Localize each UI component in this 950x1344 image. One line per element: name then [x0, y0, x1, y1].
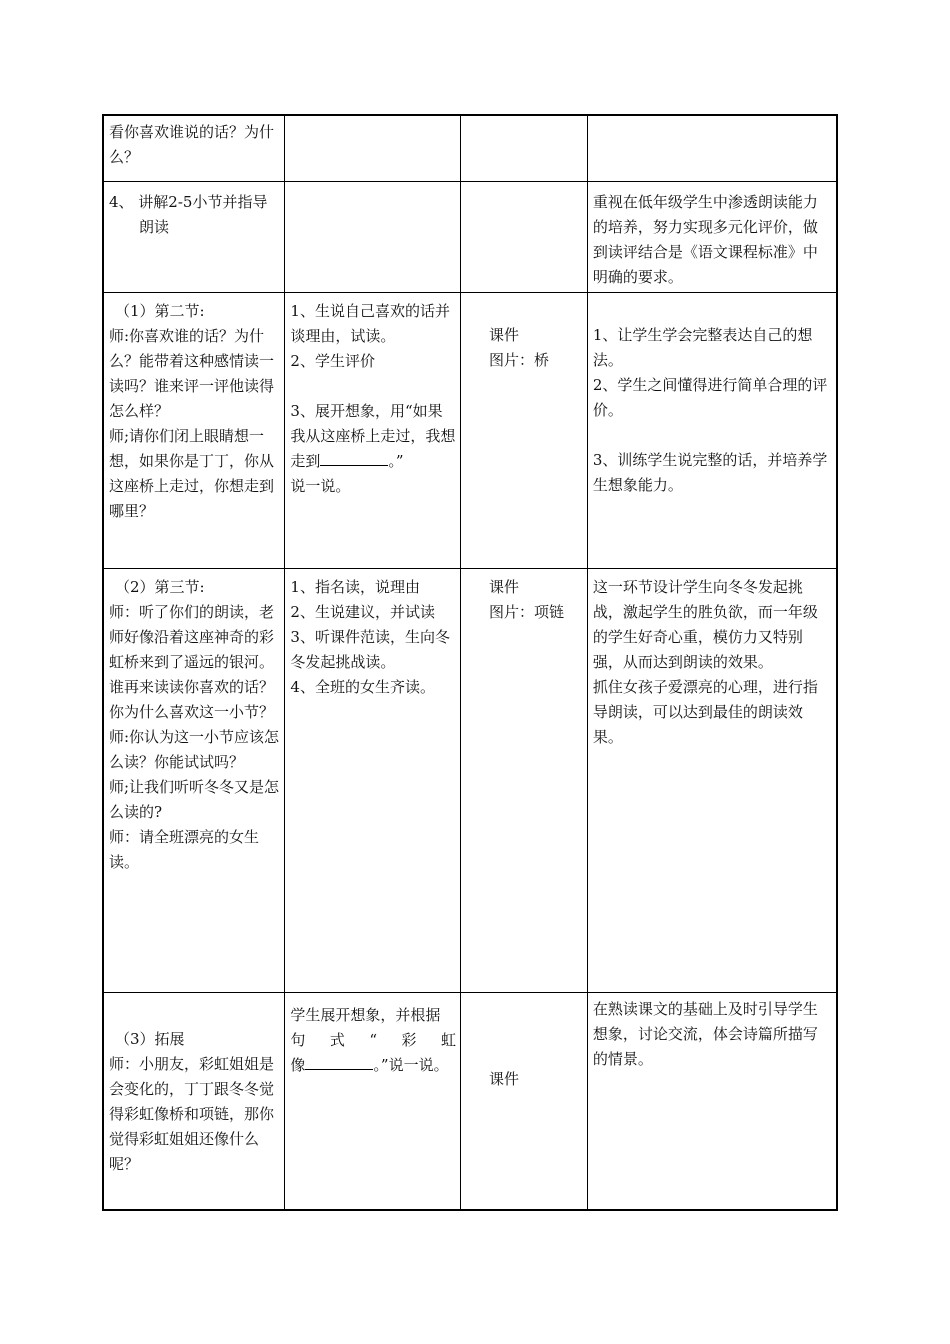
cell-text: （2）第三节:: [115, 577, 205, 596]
spacer: [593, 423, 832, 448]
cell-text: （1）第二节:: [115, 301, 205, 320]
fill-in-sentence: [290, 399, 456, 474]
fill-blank: [320, 449, 388, 466]
media-cell: [460, 181, 587, 292]
cell-text: 。”: [388, 451, 404, 470]
table-row: [103, 181, 837, 292]
design-intent-cell: [587, 568, 837, 992]
cell-text: 3、训练学生说完整的话，并培养学生想象能力。: [592, 450, 828, 494]
cell-text: 师;请你们闭上眼睛想一想，如果你是丁丁，你从这座桥上走过，你想走到哪里？: [109, 426, 275, 520]
cell-text: 3、听课件范读，生向冬冬发起挑战读。: [290, 627, 450, 671]
cell-text: 师;让我们听听冬冬又是怎么读的?: [109, 777, 280, 821]
cell-text: 句式“彩虹: [290, 1030, 456, 1049]
cell-text: 1、生说自己喜欢的话并谈理由，试读。: [290, 301, 450, 345]
media-cell: [460, 115, 587, 181]
design-intent-cell: [587, 992, 837, 1210]
table-row: [103, 115, 837, 181]
table-row: [103, 568, 837, 992]
student-activity-cell: [285, 292, 461, 568]
teacher-activity-cell: [103, 181, 285, 292]
cell-text: 师：小朋友，彩虹姐姐是会变化的，丁丁跟冬冬觉得彩虹像桥和项链，那你觉得彩虹姐姐还像什么呢？: [109, 1054, 275, 1173]
cell-text: 看你喜欢谁说的话？为什么？: [109, 123, 275, 166]
student-activity-cell: [285, 992, 461, 1210]
cell-text: 师：请全班漂亮的女生读。: [109, 827, 260, 871]
teacher-activity-cell: [103, 568, 285, 992]
cell-text: 图片：项链: [488, 602, 564, 621]
design-intent-cell: [587, 115, 837, 181]
cell-text: 朗读: [139, 217, 170, 236]
table-row: [103, 292, 837, 568]
teacher-activity-cell: [103, 292, 285, 568]
teacher-activity-cell: [103, 115, 285, 181]
cell-text: 课件: [488, 577, 519, 596]
media-cell: [460, 568, 587, 992]
cell-text: 2、学生之间懂得进行简单合理的评价。: [592, 375, 828, 419]
cell-text: 图片：桥: [488, 350, 549, 369]
fill-blank: [305, 1053, 373, 1070]
cell-text: 师:你喜欢谁的话？为什么？能带着这种感情读一读吗？谁来评一评他读得怎么样？: [109, 326, 275, 420]
cell-text: 抓住女孩子爱漂亮的心理，进行指导朗读，可以达到最佳的朗读效果。: [592, 677, 818, 746]
student-activity-cell: [285, 115, 461, 181]
cell-text: 重视在低年级学生中渗透朗读能力的培养，努力实现多元化评价，做到读评结合是《语文课程标准》中明确的要求。: [592, 192, 818, 286]
fill-in-sentence: [290, 1053, 456, 1078]
cell-text: 师:你认为这一小节应该怎么读？你能试试吗？: [109, 727, 280, 771]
cell-text: 在熟读课文的基础上及时引导学生想象，讨论交流，体会诗篇所描写的情景。: [592, 999, 818, 1068]
media-cell: [460, 292, 587, 568]
cell-text: 1、指名读，说理由: [290, 577, 420, 596]
table-row: [103, 992, 837, 1210]
teacher-activity-cell: [103, 992, 285, 1210]
student-activity-cell: [285, 568, 461, 992]
cell-text: 2、学生评价: [290, 351, 375, 370]
cell-text: 课件: [488, 325, 519, 344]
design-intent-cell: [587, 292, 837, 568]
cell-text: 4、 讲解2-5小节并指导: [109, 192, 268, 211]
spacer: [290, 374, 456, 399]
cell-text: 4、全班的女生齐读。: [290, 677, 435, 696]
media-cell: [460, 992, 587, 1210]
cell-text: 2、生说建议，并试读: [290, 602, 435, 621]
cell-text: 这一环节设计学生向冬冬发起挑战，激起学生的胜负欲，而一年级的学生好奇心重，模仿力又特别强，从而达到朗读的效果。: [592, 577, 818, 671]
cell-text: 3、展开想象，用“如果我从这座桥上走过，我想走到: [290, 401, 456, 470]
cell-text: 1、让学生学会完整表达自己的想法。: [592, 325, 813, 369]
cell-text: 师：听了你们的朗读，老师好像沿着这座神奇的彩虹桥来到了遥远的银河。谁再来读读你喜欢的话？你为什么喜欢这一小节？: [109, 602, 275, 721]
cell-text: （3）拓展: [115, 1029, 185, 1048]
lesson-plan-table: [102, 114, 838, 1211]
cell-text: 。”说一说。: [373, 1055, 449, 1074]
cell-text: 说一说。: [290, 476, 351, 495]
student-activity-cell: [285, 181, 461, 292]
design-intent-cell: [587, 181, 837, 292]
cell-text: 像: [290, 1055, 306, 1074]
cell-text: 课件: [488, 1069, 519, 1088]
cell-text: 学生展开想象，并根据: [290, 1005, 441, 1024]
